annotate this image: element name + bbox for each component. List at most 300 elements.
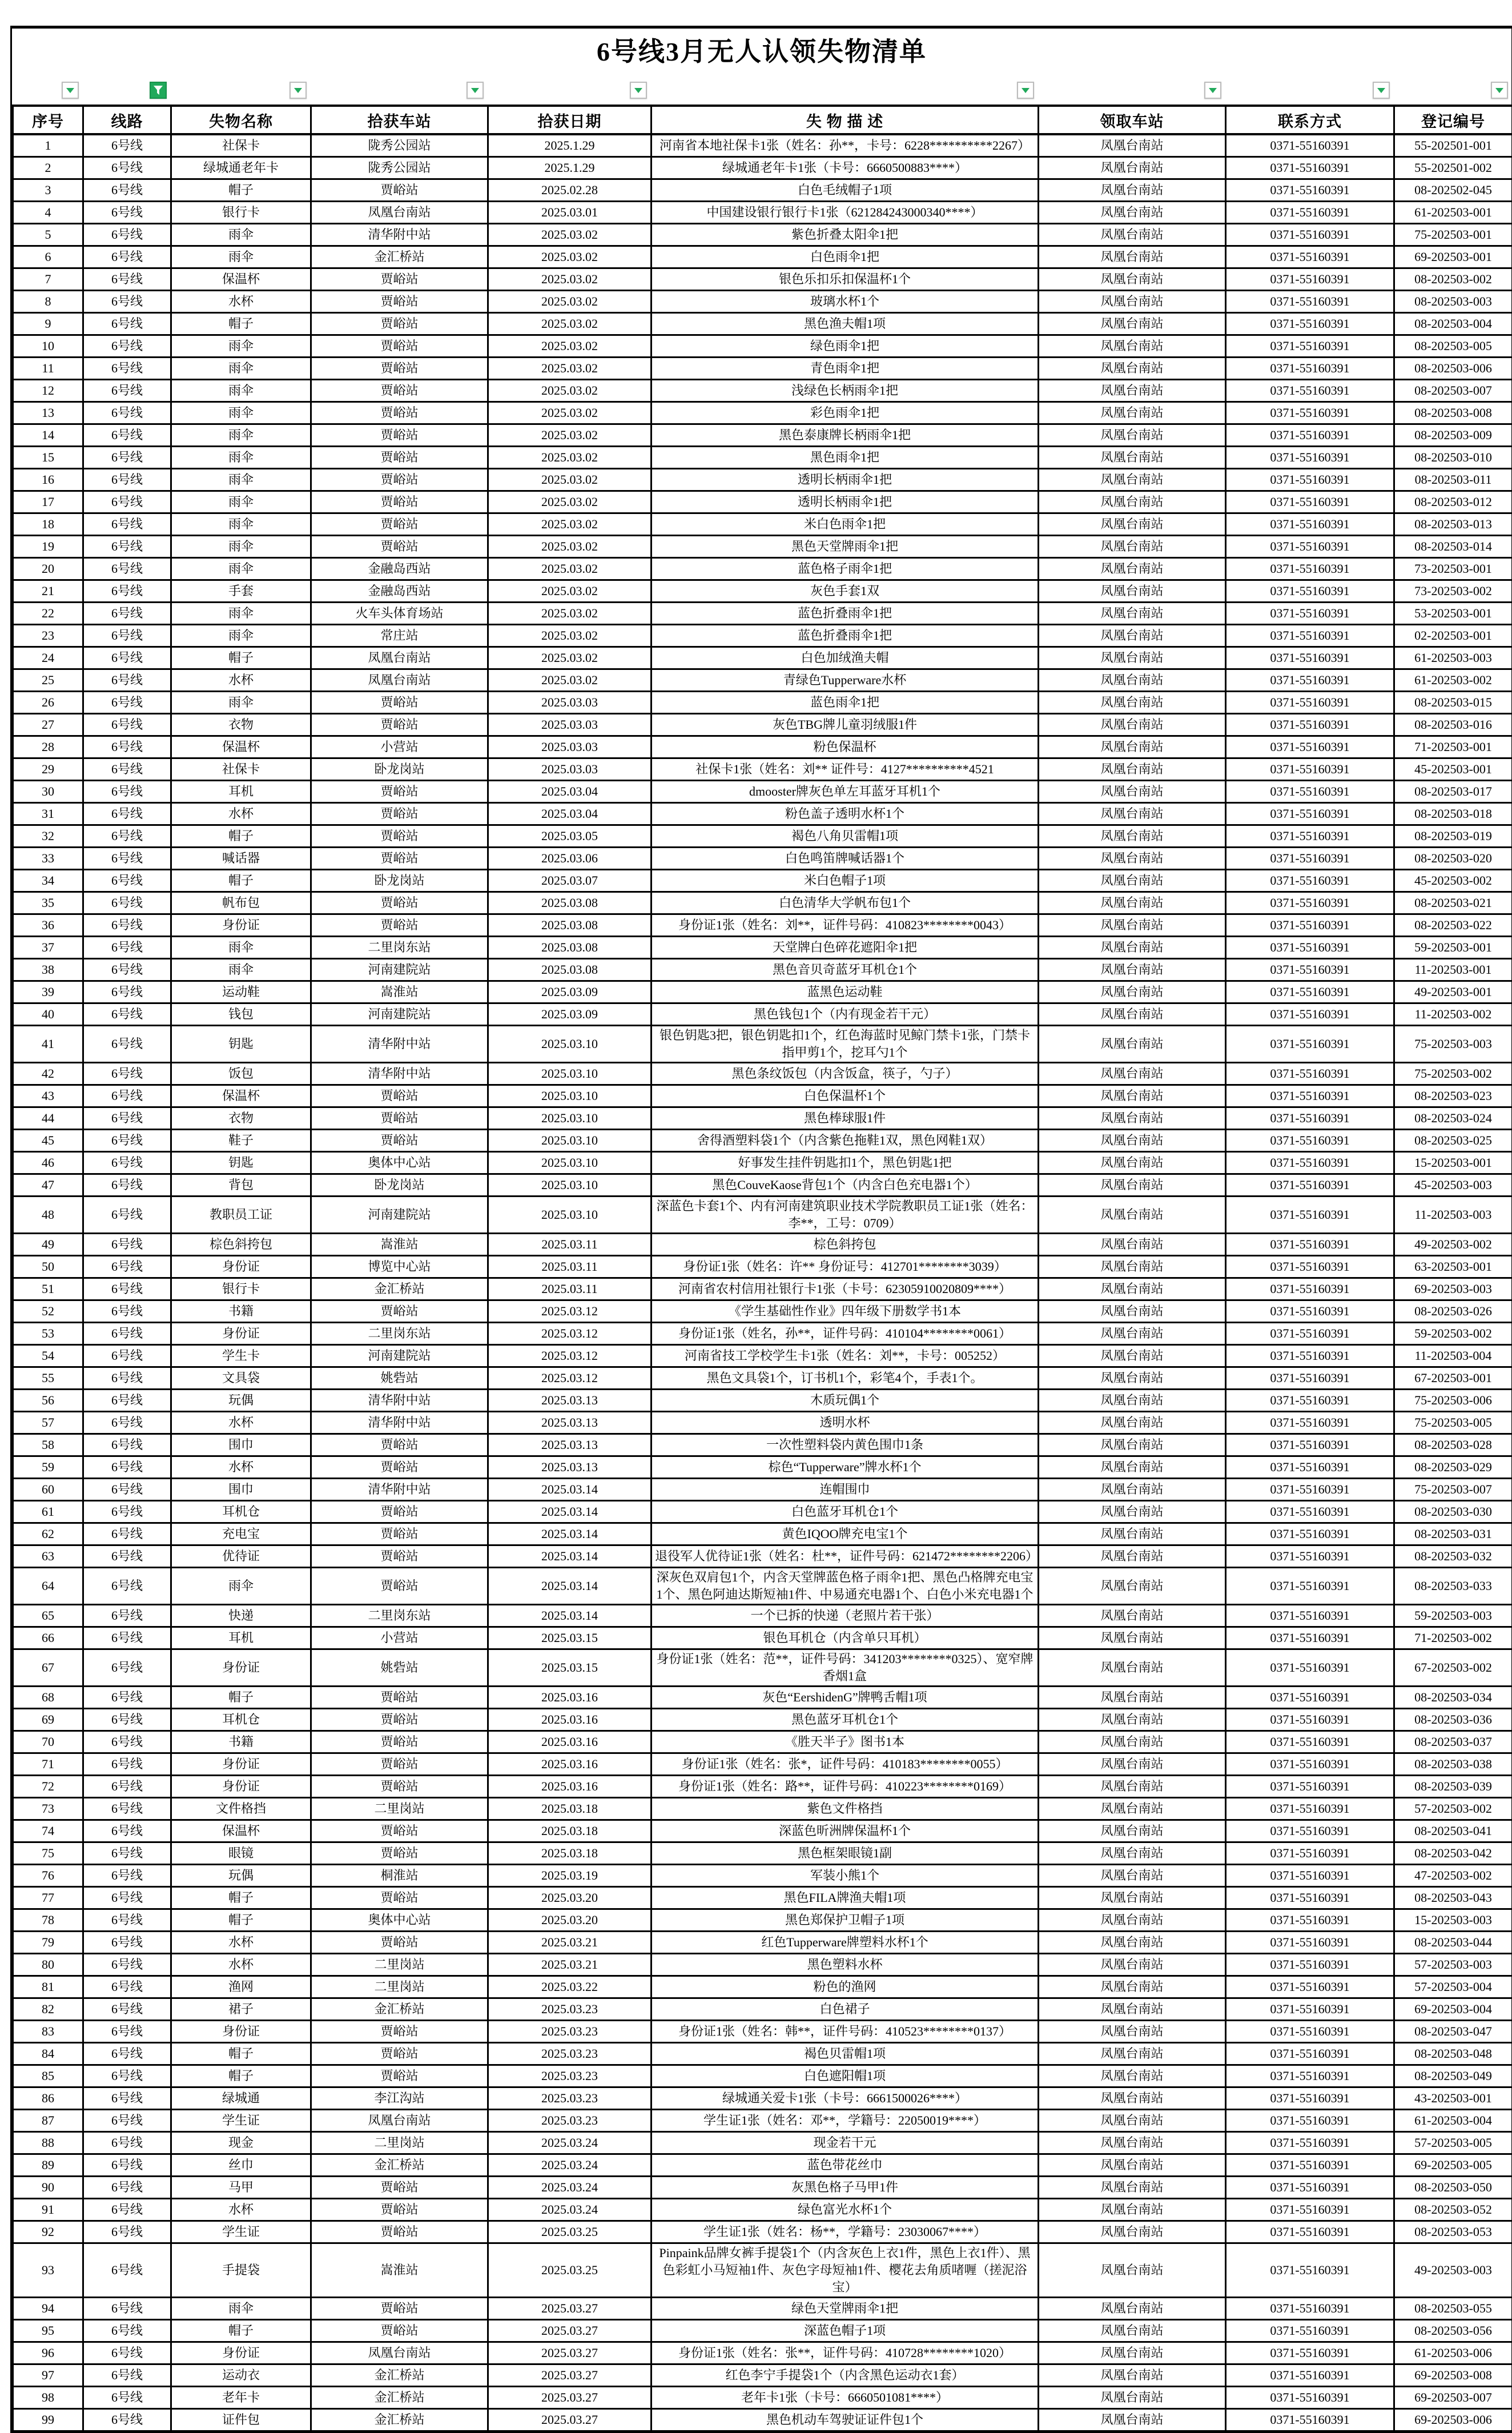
cell-register-no[interactable]: 08-202503-019 [1394, 825, 1512, 848]
cell-pickup-station[interactable]: 贾峪站 [311, 803, 488, 825]
cell-item-name[interactable]: 社保卡 [171, 758, 311, 781]
filter-button-pickup-date[interactable] [630, 82, 647, 99]
cell-item-name[interactable]: 棕色斜挎包 [171, 1234, 311, 1256]
cell-claim-station[interactable]: 凤凰台南站 [1039, 447, 1226, 469]
cell-seq[interactable]: 17 [13, 491, 83, 513]
cell-claim-station[interactable]: 凤凰台南站 [1039, 424, 1226, 447]
cell-claim-station[interactable]: 凤凰台南站 [1039, 1627, 1226, 1649]
cell-item-name[interactable]: 身份证 [171, 914, 311, 937]
cell-seq[interactable]: 28 [13, 736, 83, 758]
cell-seq[interactable]: 24 [13, 647, 83, 669]
cell-item-name[interactable]: 雨伞 [171, 558, 311, 580]
cell-claim-station[interactable]: 凤凰台南站 [1039, 1174, 1226, 1197]
cell-pickup-station[interactable]: 清华附中站 [311, 1026, 488, 1063]
cell-seq[interactable]: 51 [13, 1278, 83, 1300]
cell-item-name[interactable]: 玩偶 [171, 1390, 311, 1412]
cell-pickup-date[interactable]: 2025.03.10 [488, 1130, 652, 1152]
cell-register-no[interactable]: 08-202503-009 [1394, 424, 1512, 447]
cell-description[interactable]: 连帽围巾 [652, 1479, 1039, 1501]
cell-register-no[interactable]: 08-202503-021 [1394, 892, 1512, 914]
cell-line[interactable]: 6号线 [83, 1152, 171, 1174]
cell-seq[interactable]: 74 [13, 1820, 83, 1842]
cell-contact[interactable]: 0371-55160391 [1226, 491, 1394, 513]
cell-pickup-station[interactable]: 贾峪站 [311, 1085, 488, 1107]
cell-pickup-date[interactable]: 2025.03.03 [488, 758, 652, 781]
cell-pickup-date[interactable]: 2025.03.24 [488, 2154, 652, 2177]
cell-pickup-date[interactable]: 2025.03.12 [488, 1300, 652, 1323]
cell-line[interactable]: 6号线 [83, 536, 171, 558]
cell-line[interactable]: 6号线 [83, 1278, 171, 1300]
cell-description[interactable]: 灰黑色格子马甲1件 [652, 2177, 1039, 2199]
cell-pickup-date[interactable]: 2025.03.23 [488, 2021, 652, 2043]
cell-pickup-date[interactable]: 2025.03.27 [488, 2298, 652, 2320]
cell-pickup-date[interactable]: 2025.03.24 [488, 2177, 652, 2199]
cell-claim-station[interactable]: 凤凰台南站 [1039, 179, 1226, 202]
cell-claim-station[interactable]: 凤凰台南站 [1039, 1687, 1226, 1709]
cell-pickup-station[interactable]: 嵩淮站 [311, 1234, 488, 1256]
cell-pickup-date[interactable]: 2025.03.19 [488, 1865, 652, 1887]
cell-claim-station[interactable]: 凤凰台南站 [1039, 1412, 1226, 1434]
cell-line[interactable]: 6号线 [83, 2387, 171, 2409]
cell-pickup-date[interactable]: 2025.03.11 [488, 1278, 652, 1300]
cell-seq[interactable]: 59 [13, 1456, 83, 1479]
cell-register-no[interactable]: 08-202503-033 [1394, 1568, 1512, 1605]
cell-claim-station[interactable]: 凤凰台南站 [1039, 736, 1226, 758]
cell-item-name[interactable]: 帆布包 [171, 892, 311, 914]
cell-seq[interactable]: 77 [13, 1887, 83, 1909]
cell-pickup-date[interactable]: 2025.03.15 [488, 1627, 652, 1649]
cell-description[interactable]: dmooster牌灰色单左耳蓝牙耳机1个 [652, 781, 1039, 803]
cell-claim-station[interactable]: 凤凰台南站 [1039, 2387, 1226, 2409]
cell-item-name[interactable]: 绿城通 [171, 2087, 311, 2110]
column-header-pickup-station[interactable]: 拾获车站 [311, 106, 488, 134]
cell-register-no[interactable]: 75-202503-002 [1394, 1063, 1512, 1085]
cell-claim-station[interactable]: 凤凰台南站 [1039, 1909, 1226, 1932]
cell-contact[interactable]: 0371-55160391 [1226, 914, 1394, 937]
cell-pickup-date[interactable]: 2025.03.21 [488, 1932, 652, 1954]
cell-description[interactable]: 蓝色折叠雨伞1把 [652, 603, 1039, 625]
cell-line[interactable]: 6号线 [83, 2199, 171, 2221]
cell-description[interactable]: Pinpaink品牌女裤手提袋1个（内含灰色上衣1件，黑色上衣1件）、黑色彩虹小马短袖1件、灰色字母短袖1件、樱花去角质啫喱（搓泥浴宝） [652, 2243, 1039, 2298]
cell-contact[interactable]: 0371-55160391 [1226, 803, 1394, 825]
cell-contact[interactable]: 0371-55160391 [1226, 1932, 1394, 1954]
cell-register-no[interactable]: 08-202503-018 [1394, 803, 1512, 825]
cell-contact[interactable]: 0371-55160391 [1226, 2320, 1394, 2342]
cell-contact[interactable]: 0371-55160391 [1226, 2221, 1394, 2243]
cell-claim-station[interactable]: 凤凰台南站 [1039, 1865, 1226, 1887]
cell-item-name[interactable]: 社保卡 [171, 134, 311, 157]
cell-seq[interactable]: 76 [13, 1865, 83, 1887]
cell-register-no[interactable]: 08-202503-024 [1394, 1107, 1512, 1130]
cell-line[interactable]: 6号线 [83, 134, 171, 157]
cell-description[interactable]: 褐色贝雷帽1项 [652, 2043, 1039, 2065]
cell-register-no[interactable]: 08-202503-023 [1394, 1085, 1512, 1107]
cell-item-name[interactable]: 钥匙 [171, 1152, 311, 1174]
cell-register-no[interactable]: 75-202503-005 [1394, 1412, 1512, 1434]
cell-description[interactable]: 一个已拆的快递（老照片若干张） [652, 1605, 1039, 1627]
cell-line[interactable]: 6号线 [83, 1003, 171, 1026]
cell-line[interactable]: 6号线 [83, 1412, 171, 1434]
cell-pickup-station[interactable]: 贾峪站 [311, 1932, 488, 1954]
cell-claim-station[interactable]: 凤凰台南站 [1039, 157, 1226, 179]
cell-contact[interactable]: 0371-55160391 [1226, 157, 1394, 179]
cell-pickup-station[interactable]: 金汇桥站 [311, 2387, 488, 2409]
cell-pickup-date[interactable]: 2025.03.20 [488, 1909, 652, 1932]
cell-seq[interactable]: 21 [13, 580, 83, 603]
cell-claim-station[interactable]: 凤凰台南站 [1039, 469, 1226, 491]
cell-register-no[interactable]: 45-202503-001 [1394, 758, 1512, 781]
cell-pickup-date[interactable]: 2025.03.03 [488, 736, 652, 758]
cell-pickup-date[interactable]: 2025.03.02 [488, 536, 652, 558]
cell-description[interactable]: 《学生基础性作业》四年级下册数学书1本 [652, 1300, 1039, 1323]
cell-register-no[interactable]: 55-202501-001 [1394, 134, 1512, 157]
column-header-description[interactable]: 失 物 描 述 [652, 106, 1039, 134]
cell-register-no[interactable]: 08-202503-016 [1394, 714, 1512, 736]
cell-contact[interactable]: 0371-55160391 [1226, 1909, 1394, 1932]
cell-line[interactable]: 6号线 [83, 513, 171, 536]
cell-contact[interactable]: 0371-55160391 [1226, 536, 1394, 558]
cell-claim-station[interactable]: 凤凰台南站 [1039, 647, 1226, 669]
cell-line[interactable]: 6号线 [83, 1976, 171, 1998]
cell-description[interactable]: 透明长柄雨伞1把 [652, 491, 1039, 513]
cell-description[interactable]: 米白色雨伞1把 [652, 513, 1039, 536]
cell-claim-station[interactable]: 凤凰台南站 [1039, 580, 1226, 603]
cell-contact[interactable]: 0371-55160391 [1226, 781, 1394, 803]
cell-line[interactable]: 6号线 [83, 2110, 171, 2132]
cell-pickup-station[interactable]: 贾峪站 [311, 1731, 488, 1753]
cell-line[interactable]: 6号线 [83, 246, 171, 268]
cell-seq[interactable]: 19 [13, 536, 83, 558]
cell-pickup-station[interactable]: 贾峪站 [311, 491, 488, 513]
cell-description[interactable]: 黑色棒球服1件 [652, 1107, 1039, 1130]
cell-register-no[interactable]: 08-202503-031 [1394, 1523, 1512, 1545]
cell-pickup-station[interactable]: 常庄站 [311, 625, 488, 647]
cell-contact[interactable]: 0371-55160391 [1226, 1300, 1394, 1323]
cell-pickup-date[interactable]: 2025.03.12 [488, 1345, 652, 1367]
cell-register-no[interactable]: 11-202503-002 [1394, 1003, 1512, 1026]
cell-register-no[interactable]: 75-202503-003 [1394, 1026, 1512, 1063]
cell-claim-station[interactable]: 凤凰台南站 [1039, 2243, 1226, 2298]
cell-seq[interactable]: 60 [13, 1479, 83, 1501]
cell-pickup-date[interactable]: 2025.03.24 [488, 2199, 652, 2221]
cell-contact[interactable]: 0371-55160391 [1226, 1776, 1394, 1798]
cell-pickup-station[interactable]: 贾峪站 [311, 1456, 488, 1479]
cell-item-name[interactable]: 玩偶 [171, 1865, 311, 1887]
cell-line[interactable]: 6号线 [83, 358, 171, 380]
cell-pickup-station[interactable]: 姚砦站 [311, 1367, 488, 1390]
cell-seq[interactable]: 30 [13, 781, 83, 803]
cell-seq[interactable]: 55 [13, 1367, 83, 1390]
cell-description[interactable]: 紫色文件格挡 [652, 1798, 1039, 1820]
cell-seq[interactable]: 5 [13, 224, 83, 246]
cell-item-name[interactable]: 雨伞 [171, 402, 311, 424]
cell-seq[interactable]: 26 [13, 692, 83, 714]
cell-contact[interactable]: 0371-55160391 [1226, 2065, 1394, 2087]
cell-pickup-station[interactable]: 奥体中心站 [311, 1152, 488, 1174]
cell-seq[interactable]: 47 [13, 1174, 83, 1197]
cell-claim-station[interactable]: 凤凰台南站 [1039, 536, 1226, 558]
cell-pickup-station[interactable]: 贾峪站 [311, 914, 488, 937]
cell-pickup-station[interactable]: 卧龙岗站 [311, 870, 488, 892]
cell-seq[interactable]: 54 [13, 1345, 83, 1367]
cell-pickup-station[interactable]: 贾峪站 [311, 848, 488, 870]
cell-pickup-date[interactable]: 2025.03.14 [488, 1501, 652, 1523]
cell-pickup-station[interactable]: 二里岗东站 [311, 1323, 488, 1345]
cell-description[interactable]: 白色鸣笛牌喊话器1个 [652, 848, 1039, 870]
cell-register-no[interactable]: 45-202503-003 [1394, 1174, 1512, 1197]
cell-pickup-date[interactable]: 2025.03.08 [488, 959, 652, 981]
cell-description[interactable]: 蓝黑色运动鞋 [652, 981, 1039, 1003]
cell-claim-station[interactable]: 凤凰台南站 [1039, 1234, 1226, 1256]
cell-line[interactable]: 6号线 [83, 1798, 171, 1820]
cell-pickup-station[interactable]: 贾峪站 [311, 2021, 488, 2043]
cell-line[interactable]: 6号线 [83, 669, 171, 692]
filter-button-description[interactable] [1017, 82, 1034, 99]
cell-register-no[interactable]: 73-202503-002 [1394, 580, 1512, 603]
cell-contact[interactable]: 0371-55160391 [1226, 2243, 1394, 2298]
cell-line[interactable]: 6号线 [83, 1887, 171, 1909]
cell-line[interactable]: 6号线 [83, 914, 171, 937]
cell-line[interactable]: 6号线 [83, 781, 171, 803]
cell-contact[interactable]: 0371-55160391 [1226, 1456, 1394, 1479]
cell-item-name[interactable]: 背包 [171, 1174, 311, 1197]
cell-pickup-station[interactable]: 贾峪站 [311, 2221, 488, 2243]
cell-claim-station[interactable]: 凤凰台南站 [1039, 1300, 1226, 1323]
cell-line[interactable]: 6号线 [83, 1130, 171, 1152]
cell-seq[interactable]: 80 [13, 1954, 83, 1976]
cell-claim-station[interactable]: 凤凰台南站 [1039, 781, 1226, 803]
cell-pickup-date[interactable]: 2025.03.10 [488, 1107, 652, 1130]
cell-contact[interactable]: 0371-55160391 [1226, 1753, 1394, 1776]
cell-line[interactable]: 6号线 [83, 2221, 171, 2243]
cell-item-name[interactable]: 雨伞 [171, 1568, 311, 1605]
cell-pickup-date[interactable]: 2025.03.03 [488, 714, 652, 736]
cell-seq[interactable]: 25 [13, 669, 83, 692]
cell-pickup-station[interactable]: 贾峪站 [311, 2199, 488, 2221]
cell-pickup-station[interactable]: 贾峪站 [311, 1107, 488, 1130]
cell-item-name[interactable]: 现金 [171, 2132, 311, 2154]
cell-seq[interactable]: 38 [13, 959, 83, 981]
cell-register-no[interactable]: 69-202503-006 [1394, 2409, 1512, 2432]
cell-register-no[interactable]: 02-202503-001 [1394, 625, 1512, 647]
cell-description[interactable]: 黑色塑料水杯 [652, 1954, 1039, 1976]
cell-claim-station[interactable]: 凤凰台南站 [1039, 1197, 1226, 1234]
cell-item-name[interactable]: 喊话器 [171, 848, 311, 870]
cell-line[interactable]: 6号线 [83, 1197, 171, 1234]
cell-description[interactable]: 深灰色双肩包1个，内含天堂牌蓝色格子雨伞1把、黑色凸格牌充电宝1个、黑色阿迪达斯短袖1件、中易通充电器1个、白色小米充电器1个 [652, 1568, 1039, 1605]
cell-seq[interactable]: 99 [13, 2409, 83, 2432]
cell-contact[interactable]: 0371-55160391 [1226, 268, 1394, 291]
cell-item-name[interactable]: 丝巾 [171, 2154, 311, 2177]
cell-pickup-station[interactable]: 二里岗站 [311, 1798, 488, 1820]
cell-seq[interactable]: 36 [13, 914, 83, 937]
cell-contact[interactable]: 0371-55160391 [1226, 2021, 1394, 2043]
cell-item-name[interactable]: 眼镜 [171, 1842, 311, 1865]
cell-pickup-station[interactable]: 嵩淮站 [311, 981, 488, 1003]
cell-register-no[interactable]: 69-202503-003 [1394, 1278, 1512, 1300]
cell-claim-station[interactable]: 凤凰台南站 [1039, 2065, 1226, 2087]
cell-seq[interactable]: 71 [13, 1753, 83, 1776]
cell-claim-station[interactable]: 凤凰台南站 [1039, 1390, 1226, 1412]
cell-claim-station[interactable]: 凤凰台南站 [1039, 892, 1226, 914]
cell-seq[interactable]: 45 [13, 1130, 83, 1152]
cell-pickup-date[interactable]: 2025.03.13 [488, 1412, 652, 1434]
cell-register-no[interactable]: 08-202503-008 [1394, 402, 1512, 424]
cell-contact[interactable]: 0371-55160391 [1226, 1709, 1394, 1731]
cell-item-name[interactable]: 帽子 [171, 1909, 311, 1932]
cell-contact[interactable]: 0371-55160391 [1226, 2342, 1394, 2364]
cell-claim-station[interactable]: 凤凰台南站 [1039, 1085, 1226, 1107]
cell-line[interactable]: 6号线 [83, 692, 171, 714]
filter-button-claim-station[interactable] [1204, 82, 1221, 99]
cell-description[interactable]: 退役军人优待证1张（姓名：杜**，证件号码：621472********2206） [652, 1545, 1039, 1568]
cell-description[interactable]: 蓝色折叠雨伞1把 [652, 625, 1039, 647]
cell-register-no[interactable]: 59-202503-001 [1394, 937, 1512, 959]
cell-claim-station[interactable]: 凤凰台南站 [1039, 291, 1226, 313]
cell-pickup-station[interactable]: 贾峪站 [311, 313, 488, 335]
cell-claim-station[interactable]: 凤凰台南站 [1039, 1753, 1226, 1776]
cell-line[interactable]: 6号线 [83, 2154, 171, 2177]
cell-item-name[interactable]: 衣物 [171, 1107, 311, 1130]
cell-seq[interactable]: 73 [13, 1798, 83, 1820]
cell-item-name[interactable]: 耳机 [171, 1627, 311, 1649]
cell-description[interactable]: 白色蓝牙耳机仓1个 [652, 1501, 1039, 1523]
cell-item-name[interactable]: 钥匙 [171, 1026, 311, 1063]
cell-item-name[interactable]: 雨伞 [171, 491, 311, 513]
cell-item-name[interactable]: 雨伞 [171, 424, 311, 447]
cell-item-name[interactable]: 银行卡 [171, 202, 311, 224]
cell-line[interactable]: 6号线 [83, 825, 171, 848]
cell-description[interactable]: 青绿色Tupperware水杯 [652, 669, 1039, 692]
cell-line[interactable]: 6号线 [83, 268, 171, 291]
cell-pickup-station[interactable]: 清华附中站 [311, 1412, 488, 1434]
cell-claim-station[interactable]: 凤凰台南站 [1039, 1649, 1226, 1687]
cell-seq[interactable]: 98 [13, 2387, 83, 2409]
cell-pickup-date[interactable]: 2025.03.02 [488, 513, 652, 536]
cell-seq[interactable]: 93 [13, 2243, 83, 2298]
cell-pickup-date[interactable]: 2025.03.06 [488, 848, 652, 870]
cell-seq[interactable]: 29 [13, 758, 83, 781]
cell-line[interactable]: 6号线 [83, 1649, 171, 1687]
cell-pickup-station[interactable]: 贾峪站 [311, 335, 488, 358]
cell-item-name[interactable]: 帽子 [171, 1887, 311, 1909]
cell-item-name[interactable]: 帽子 [171, 179, 311, 202]
cell-register-no[interactable]: 63-202503-001 [1394, 1256, 1512, 1278]
cell-contact[interactable]: 0371-55160391 [1226, 892, 1394, 914]
cell-seq[interactable]: 65 [13, 1605, 83, 1627]
cell-pickup-station[interactable]: 贾峪站 [311, 447, 488, 469]
cell-item-name[interactable]: 身份证 [171, 1256, 311, 1278]
cell-line[interactable]: 6号线 [83, 1390, 171, 1412]
cell-contact[interactable]: 0371-55160391 [1226, 1026, 1394, 1063]
cell-line[interactable]: 6号线 [83, 2409, 171, 2432]
cell-line[interactable]: 6号线 [83, 625, 171, 647]
cell-line[interactable]: 6号线 [83, 603, 171, 625]
cell-description[interactable]: 绿城通老年卡1张（卡号：6660500883****） [652, 157, 1039, 179]
cell-seq[interactable]: 84 [13, 2043, 83, 2065]
cell-description[interactable]: 白色雨伞1把 [652, 246, 1039, 268]
cell-description[interactable]: 天堂牌白色碎花遮阳伞1把 [652, 937, 1039, 959]
cell-description[interactable]: 身份证1张（姓名：许** 身份证号：412701********3039） [652, 1256, 1039, 1278]
cell-pickup-station[interactable]: 贾峪站 [311, 536, 488, 558]
cell-item-name[interactable]: 帽子 [171, 2043, 311, 2065]
cell-claim-station[interactable]: 凤凰台南站 [1039, 246, 1226, 268]
cell-pickup-date[interactable]: 2025.03.02 [488, 491, 652, 513]
cell-register-no[interactable]: 75-202503-007 [1394, 1479, 1512, 1501]
cell-contact[interactable]: 0371-55160391 [1226, 937, 1394, 959]
cell-pickup-station[interactable]: 清华附中站 [311, 1063, 488, 1085]
cell-item-name[interactable]: 水杯 [171, 1412, 311, 1434]
cell-description[interactable]: 学生证1张（姓名：杨**，学籍号：23030067****） [652, 2221, 1039, 2243]
cell-claim-station[interactable]: 凤凰台南站 [1039, 1456, 1226, 1479]
cell-line[interactable]: 6号线 [83, 580, 171, 603]
cell-line[interactable]: 6号线 [83, 558, 171, 580]
cell-description[interactable]: 黑色蓝牙耳机仓1个 [652, 1709, 1039, 1731]
cell-register-no[interactable]: 71-202503-001 [1394, 736, 1512, 758]
cell-claim-station[interactable]: 凤凰台南站 [1039, 2342, 1226, 2364]
cell-line[interactable]: 6号线 [83, 1545, 171, 1568]
cell-claim-station[interactable]: 凤凰台南站 [1039, 2320, 1226, 2342]
cell-register-no[interactable]: 08-202503-004 [1394, 313, 1512, 335]
cell-pickup-station[interactable]: 卧龙岗站 [311, 1174, 488, 1197]
cell-register-no[interactable]: 08-202503-026 [1394, 1300, 1512, 1323]
cell-pickup-date[interactable]: 2025.03.13 [488, 1434, 652, 1456]
cell-contact[interactable]: 0371-55160391 [1226, 380, 1394, 402]
cell-pickup-station[interactable]: 贾峪站 [311, 291, 488, 313]
cell-register-no[interactable]: 08-202503-014 [1394, 536, 1512, 558]
cell-pickup-station[interactable]: 凤凰台南站 [311, 2110, 488, 2132]
cell-line[interactable]: 6号线 [83, 313, 171, 335]
cell-claim-station[interactable]: 凤凰台南站 [1039, 2110, 1226, 2132]
cell-contact[interactable]: 0371-55160391 [1226, 469, 1394, 491]
cell-pickup-date[interactable]: 2025.03.14 [488, 1479, 652, 1501]
cell-contact[interactable]: 0371-55160391 [1226, 1649, 1394, 1687]
cell-seq[interactable]: 92 [13, 2221, 83, 2243]
cell-seq[interactable]: 96 [13, 2342, 83, 2364]
cell-pickup-date[interactable]: 2025.03.02 [488, 358, 652, 380]
cell-description[interactable]: 军装小熊1个 [652, 1865, 1039, 1887]
cell-pickup-station[interactable]: 清华附中站 [311, 1390, 488, 1412]
cell-description[interactable]: 褐色八角贝雷帽1项 [652, 825, 1039, 848]
cell-claim-station[interactable]: 凤凰台南站 [1039, 825, 1226, 848]
cell-register-no[interactable]: 57-202503-004 [1394, 1976, 1512, 1998]
cell-pickup-date[interactable]: 2025.03.05 [488, 825, 652, 848]
cell-contact[interactable]: 0371-55160391 [1226, 2298, 1394, 2320]
cell-item-name[interactable]: 雨伞 [171, 937, 311, 959]
cell-contact[interactable]: 0371-55160391 [1226, 625, 1394, 647]
cell-description[interactable]: 棕色斜挎包 [652, 1234, 1039, 1256]
cell-seq[interactable]: 40 [13, 1003, 83, 1026]
cell-line[interactable]: 6号线 [83, 959, 171, 981]
cell-description[interactable]: 米白色帽子1项 [652, 870, 1039, 892]
cell-description[interactable]: 透明水杯 [652, 1412, 1039, 1434]
cell-item-name[interactable]: 雨伞 [171, 224, 311, 246]
cell-contact[interactable]: 0371-55160391 [1226, 1278, 1394, 1300]
cell-pickup-date[interactable]: 2025.03.02 [488, 424, 652, 447]
cell-description[interactable]: 银色钥匙3把，银色钥匙扣1个，红色海蓝时见鲸门禁卡1张，门禁卡指甲剪1个，挖耳勺1个 [652, 1026, 1039, 1063]
cell-contact[interactable]: 0371-55160391 [1226, 358, 1394, 380]
cell-register-no[interactable]: 75-202503-006 [1394, 1390, 1512, 1412]
cell-item-name[interactable]: 帽子 [171, 2320, 311, 2342]
cell-contact[interactable]: 0371-55160391 [1226, 2087, 1394, 2110]
cell-line[interactable]: 6号线 [83, 714, 171, 736]
cell-seq[interactable]: 56 [13, 1390, 83, 1412]
cell-seq[interactable]: 13 [13, 402, 83, 424]
cell-line[interactable]: 6号线 [83, 291, 171, 313]
cell-pickup-station[interactable]: 姚砦站 [311, 1649, 488, 1687]
cell-item-name[interactable]: 保温杯 [171, 1085, 311, 1107]
cell-line[interactable]: 6号线 [83, 2177, 171, 2199]
